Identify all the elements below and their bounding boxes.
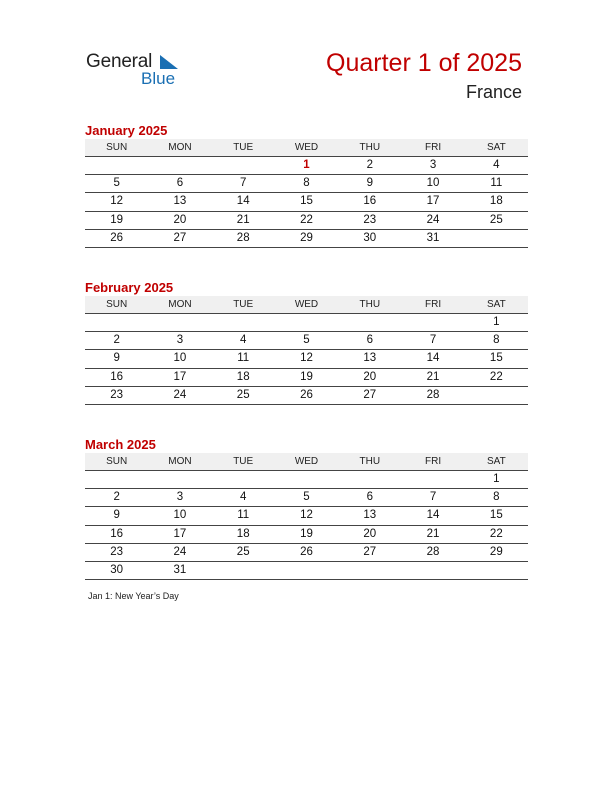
day-cell: 26 [110,231,124,244]
week-row [85,471,528,489]
week-row [85,544,528,562]
day-cell: 8 [493,491,500,504]
day-cell: 5 [113,177,120,190]
month-calendar-february [85,279,528,405]
day-cell: 27 [173,231,187,244]
day-cell: 7 [429,334,437,347]
empty-day-cell [85,471,148,488]
day-cell: 4 [493,159,500,171]
day-cell: 25 [236,545,250,558]
empty-day-cell [148,314,211,331]
day-cell: 23 [110,388,124,401]
day-cell: 19 [300,527,313,540]
empty-day-cell [85,157,148,174]
week-row [85,212,528,230]
weekday-header-row [85,453,528,471]
day-cell: 29 [489,545,503,558]
day-cell: 30 [110,563,124,576]
day-cell: 12 [110,195,124,208]
day-cell: 18 [236,370,250,383]
day-cell: 28 [426,388,440,401]
day-cell: 10 [173,509,187,522]
week-row [85,387,528,405]
empty-day-cell [465,230,528,247]
week-row [85,489,528,507]
page-title: Quarter 1 of 2025 [326,49,522,77]
day-cell: 4 [240,491,247,504]
day-cell: 25 [236,388,250,401]
day-cell: 7 [240,177,247,190]
day-cell: 15 [489,352,503,365]
day-cell: 17 [426,195,440,208]
day-cell: 10 [173,352,187,365]
empty-day-cell [338,471,401,488]
day-cell: 24 [173,388,187,401]
day-cell: 1 [493,316,500,328]
weekday-label: SUN [106,299,128,310]
day-cell: 17 [173,527,187,540]
day-cell: 31 [426,231,440,244]
weekday-label: MON [168,299,192,310]
day-cell: 1 [303,159,310,171]
week-row [85,507,528,525]
logo-general-text: General [86,51,153,72]
day-cell: 8 [303,177,310,190]
month-title: January 2025 [85,123,168,138]
day-cell: 31 [173,563,187,576]
empty-day-cell [212,157,275,174]
holiday-footnote: Jan 1: New Year’s Day [88,591,179,601]
day-cell: 6 [366,334,373,347]
month-title: February 2025 [85,280,174,295]
day-cell: 28 [236,231,250,244]
day-cell: 3 [176,334,184,347]
day-cell: 5 [303,491,310,504]
day-cell: 12 [300,352,313,365]
calendar-grid [85,296,528,405]
day-cell: 2 [113,334,120,347]
day-cell: 29 [300,231,313,244]
day-cell: 4 [240,334,247,347]
week-row [85,369,528,387]
week-row [85,332,528,350]
day-cell: 14 [426,509,440,522]
day-cell: 13 [173,195,187,208]
week-row [85,350,528,368]
day-cell: 26 [300,545,313,558]
empty-day-cell [148,471,211,488]
day-cell: 6 [366,491,373,504]
day-cell: 21 [426,370,440,383]
day-cell: 26 [300,388,313,401]
day-cell: 16 [363,195,377,208]
week-row [85,175,528,193]
day-cell: 15 [300,195,313,208]
day-cell: 24 [173,545,187,558]
weekday-header-row [85,296,528,314]
day-cell: 21 [236,213,250,226]
day-cell: 14 [426,352,440,365]
day-cell: 28 [426,545,440,558]
day-cell: 23 [363,213,377,226]
logo-blue-text: Blue [141,69,176,88]
day-cell: 2 [113,491,120,504]
month-calendar-march [85,436,528,580]
week-row [85,230,528,248]
day-cell: 3 [429,159,437,171]
weekday-label: THU [359,299,381,310]
day-cell: 11 [490,177,503,190]
week-row [85,526,528,544]
empty-day-cell [85,314,148,331]
day-cell: 11 [237,352,250,365]
empty-day-cell [212,314,275,331]
day-cell: 27 [363,388,377,401]
empty-day-cell [338,314,401,331]
weekday-label: SUN [106,456,128,467]
empty-day-cell [212,562,275,579]
day-cell: 14 [236,195,250,208]
day-cell: 18 [489,195,503,208]
empty-day-cell [401,562,464,579]
day-cell: 1 [493,473,500,485]
weekday-label: THU [359,142,381,153]
weekday-label: FRI [424,299,442,310]
day-cell: 22 [489,527,503,540]
day-cell: 16 [110,527,124,540]
weekday-label: WED [294,456,319,467]
day-cell: 13 [363,509,377,522]
day-cell: 7 [429,491,437,504]
day-cell: 19 [110,213,124,226]
week-row [85,157,528,175]
day-cell: 30 [363,231,377,244]
calendar-grid [85,139,528,248]
weekday-label: THU [359,456,381,467]
weekday-label: TUE [233,142,254,153]
day-cell: 21 [426,527,440,540]
empty-day-cell [465,387,528,404]
day-cell: 22 [489,370,503,383]
weekday-label: SAT [486,142,506,153]
weekday-label: SAT [486,299,506,310]
weekday-label: TUE [233,456,254,467]
day-cell: 3 [176,491,184,504]
day-cell: 6 [176,177,184,190]
weekday-label: TUE [233,299,254,310]
empty-day-cell [275,562,338,579]
day-cell: 27 [363,545,377,558]
weekday-label: WED [294,299,319,310]
day-cell: 17 [173,370,187,383]
weekday-label: FRI [424,142,442,153]
week-row [85,193,528,211]
day-cell: 9 [113,352,120,365]
empty-day-cell [275,471,338,488]
empty-day-cell [275,314,338,331]
day-cell: 8 [493,334,500,347]
day-cell: 24 [426,213,440,226]
day-cell: 12 [300,509,313,522]
weekday-label: FRI [424,456,442,467]
day-cell: 20 [363,527,377,540]
day-cell: 20 [363,370,377,383]
weekday-label: SUN [106,142,128,153]
day-cell: 15 [489,509,503,522]
weekday-label: WED [294,142,319,153]
day-cell: 13 [363,352,377,365]
month-calendar-january [85,122,528,248]
day-cell: 23 [110,545,124,558]
day-cell: 11 [237,509,250,522]
day-cell: 18 [236,527,250,540]
day-cell: 16 [110,370,124,383]
empty-day-cell [465,562,528,579]
calendar-grid [85,453,528,580]
empty-day-cell [148,157,211,174]
week-row [85,314,528,332]
empty-day-cell [401,314,464,331]
weekday-header-row [85,139,528,157]
day-cell: 25 [489,213,503,226]
day-cell: 20 [173,213,187,226]
weekday-label: MON [168,456,192,467]
empty-day-cell [338,562,401,579]
day-cell: 19 [300,370,313,383]
day-cell: 10 [426,177,440,190]
weekday-label: MON [168,142,192,153]
day-cell: 2 [366,159,373,171]
weekday-label: SAT [486,456,506,467]
country-label: France [465,82,522,102]
generalblue-logo [86,51,196,91]
empty-day-cell [212,471,275,488]
day-cell: 9 [366,177,373,190]
day-cell: 9 [113,509,120,522]
empty-day-cell [401,471,464,488]
week-row [85,562,528,580]
day-cell: 22 [300,213,313,226]
month-title: March 2025 [85,437,156,452]
day-cell: 5 [303,334,310,347]
